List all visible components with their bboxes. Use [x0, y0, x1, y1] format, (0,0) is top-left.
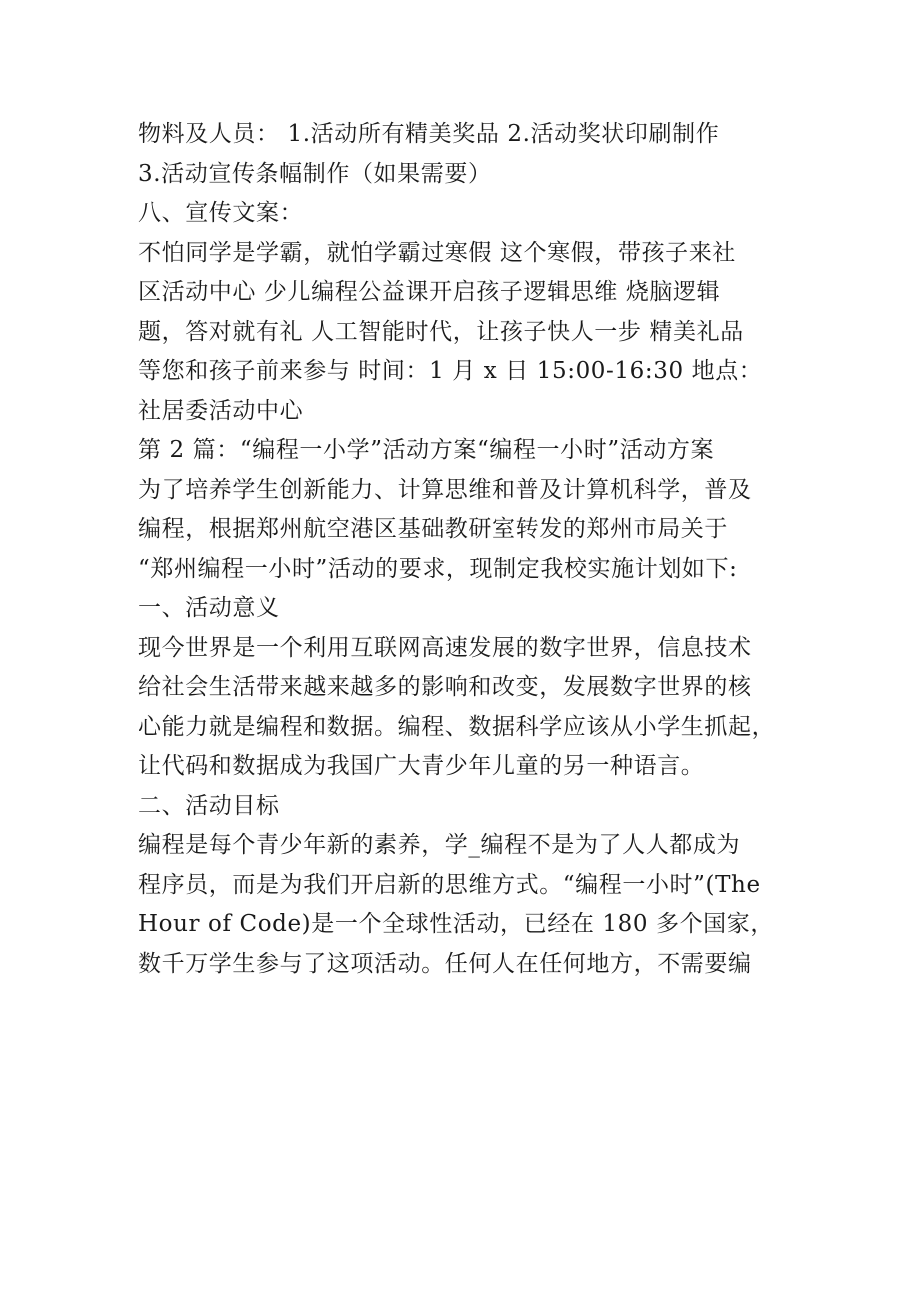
section-heading-promo: 八、宣传文案： — [138, 200, 304, 226]
text-line: 题，答对就有礼 人工智能时代，让孩子快人一步 精美礼品 — [138, 318, 744, 345]
text-line-banner: 3.活动宣传条幅制作（如果需要） — [138, 160, 492, 187]
text-line: 心能力就是编程和数据。编程、数据科学应该从小学生抓起， — [138, 713, 776, 740]
text-line: 给社会生活带来越来越多的影响和改变，发展数字世界的核 — [138, 674, 752, 700]
section-heading-significance: 一、活动意义 — [138, 595, 280, 621]
text-line: 编程是每个青少年新的素养，学_编程不是为了人人都成为 — [138, 832, 741, 858]
text-line: 程序员，而是为我们开启新的思维方式。“编程一小时”(The — [138, 871, 761, 898]
document-body — [138, 115, 788, 984]
text-line: 为了培养学生创新能力、计算思维和普及计算机科学，普及 — [138, 476, 752, 503]
text-line: 不怕同学是学霸，就怕学霸过寒假 这个寒假，带孩子来社 — [138, 239, 736, 266]
text-line: 让代码和数据成为我国广大青少年儿童的另一种语言。 — [138, 753, 705, 779]
text-line: Hour of Code)是一个全球性活动，已经在 180 多个国家， — [138, 911, 774, 937]
text-line: 社居委活动中心 — [138, 397, 304, 424]
text-line: 现今世界是一个利用互联网高速发展的数字世界，信息技术 — [138, 634, 752, 661]
text-line: 区活动中心 少儿编程公益课开启孩子逻辑思维 烧脑逻辑 — [138, 279, 721, 305]
text-line: 数千万学生参与了这项活动。任何人在任何地方，不需要编 — [138, 950, 752, 977]
text-line-materials: 物料及人员： 1.活动所有精美奖品 2.活动奖状印刷制作 — [138, 121, 720, 147]
section-heading-goals: 二、活动目标 — [138, 792, 280, 819]
text-line: “郑州编程一小时”活动的要求，现制定我校实施计划如下: — [138, 555, 738, 582]
article-title-line: 第 2 篇：“编程一小学”活动方案“编程一小时”活动方案 — [138, 437, 715, 463]
text-line: 等您和孩子前来参与 时间：1 月 x 日 15:00-16:30 地点： — [138, 358, 763, 384]
text-line: 编程，根据郑州航空港区基础教研室转发的郑州市局关于 — [138, 516, 728, 542]
